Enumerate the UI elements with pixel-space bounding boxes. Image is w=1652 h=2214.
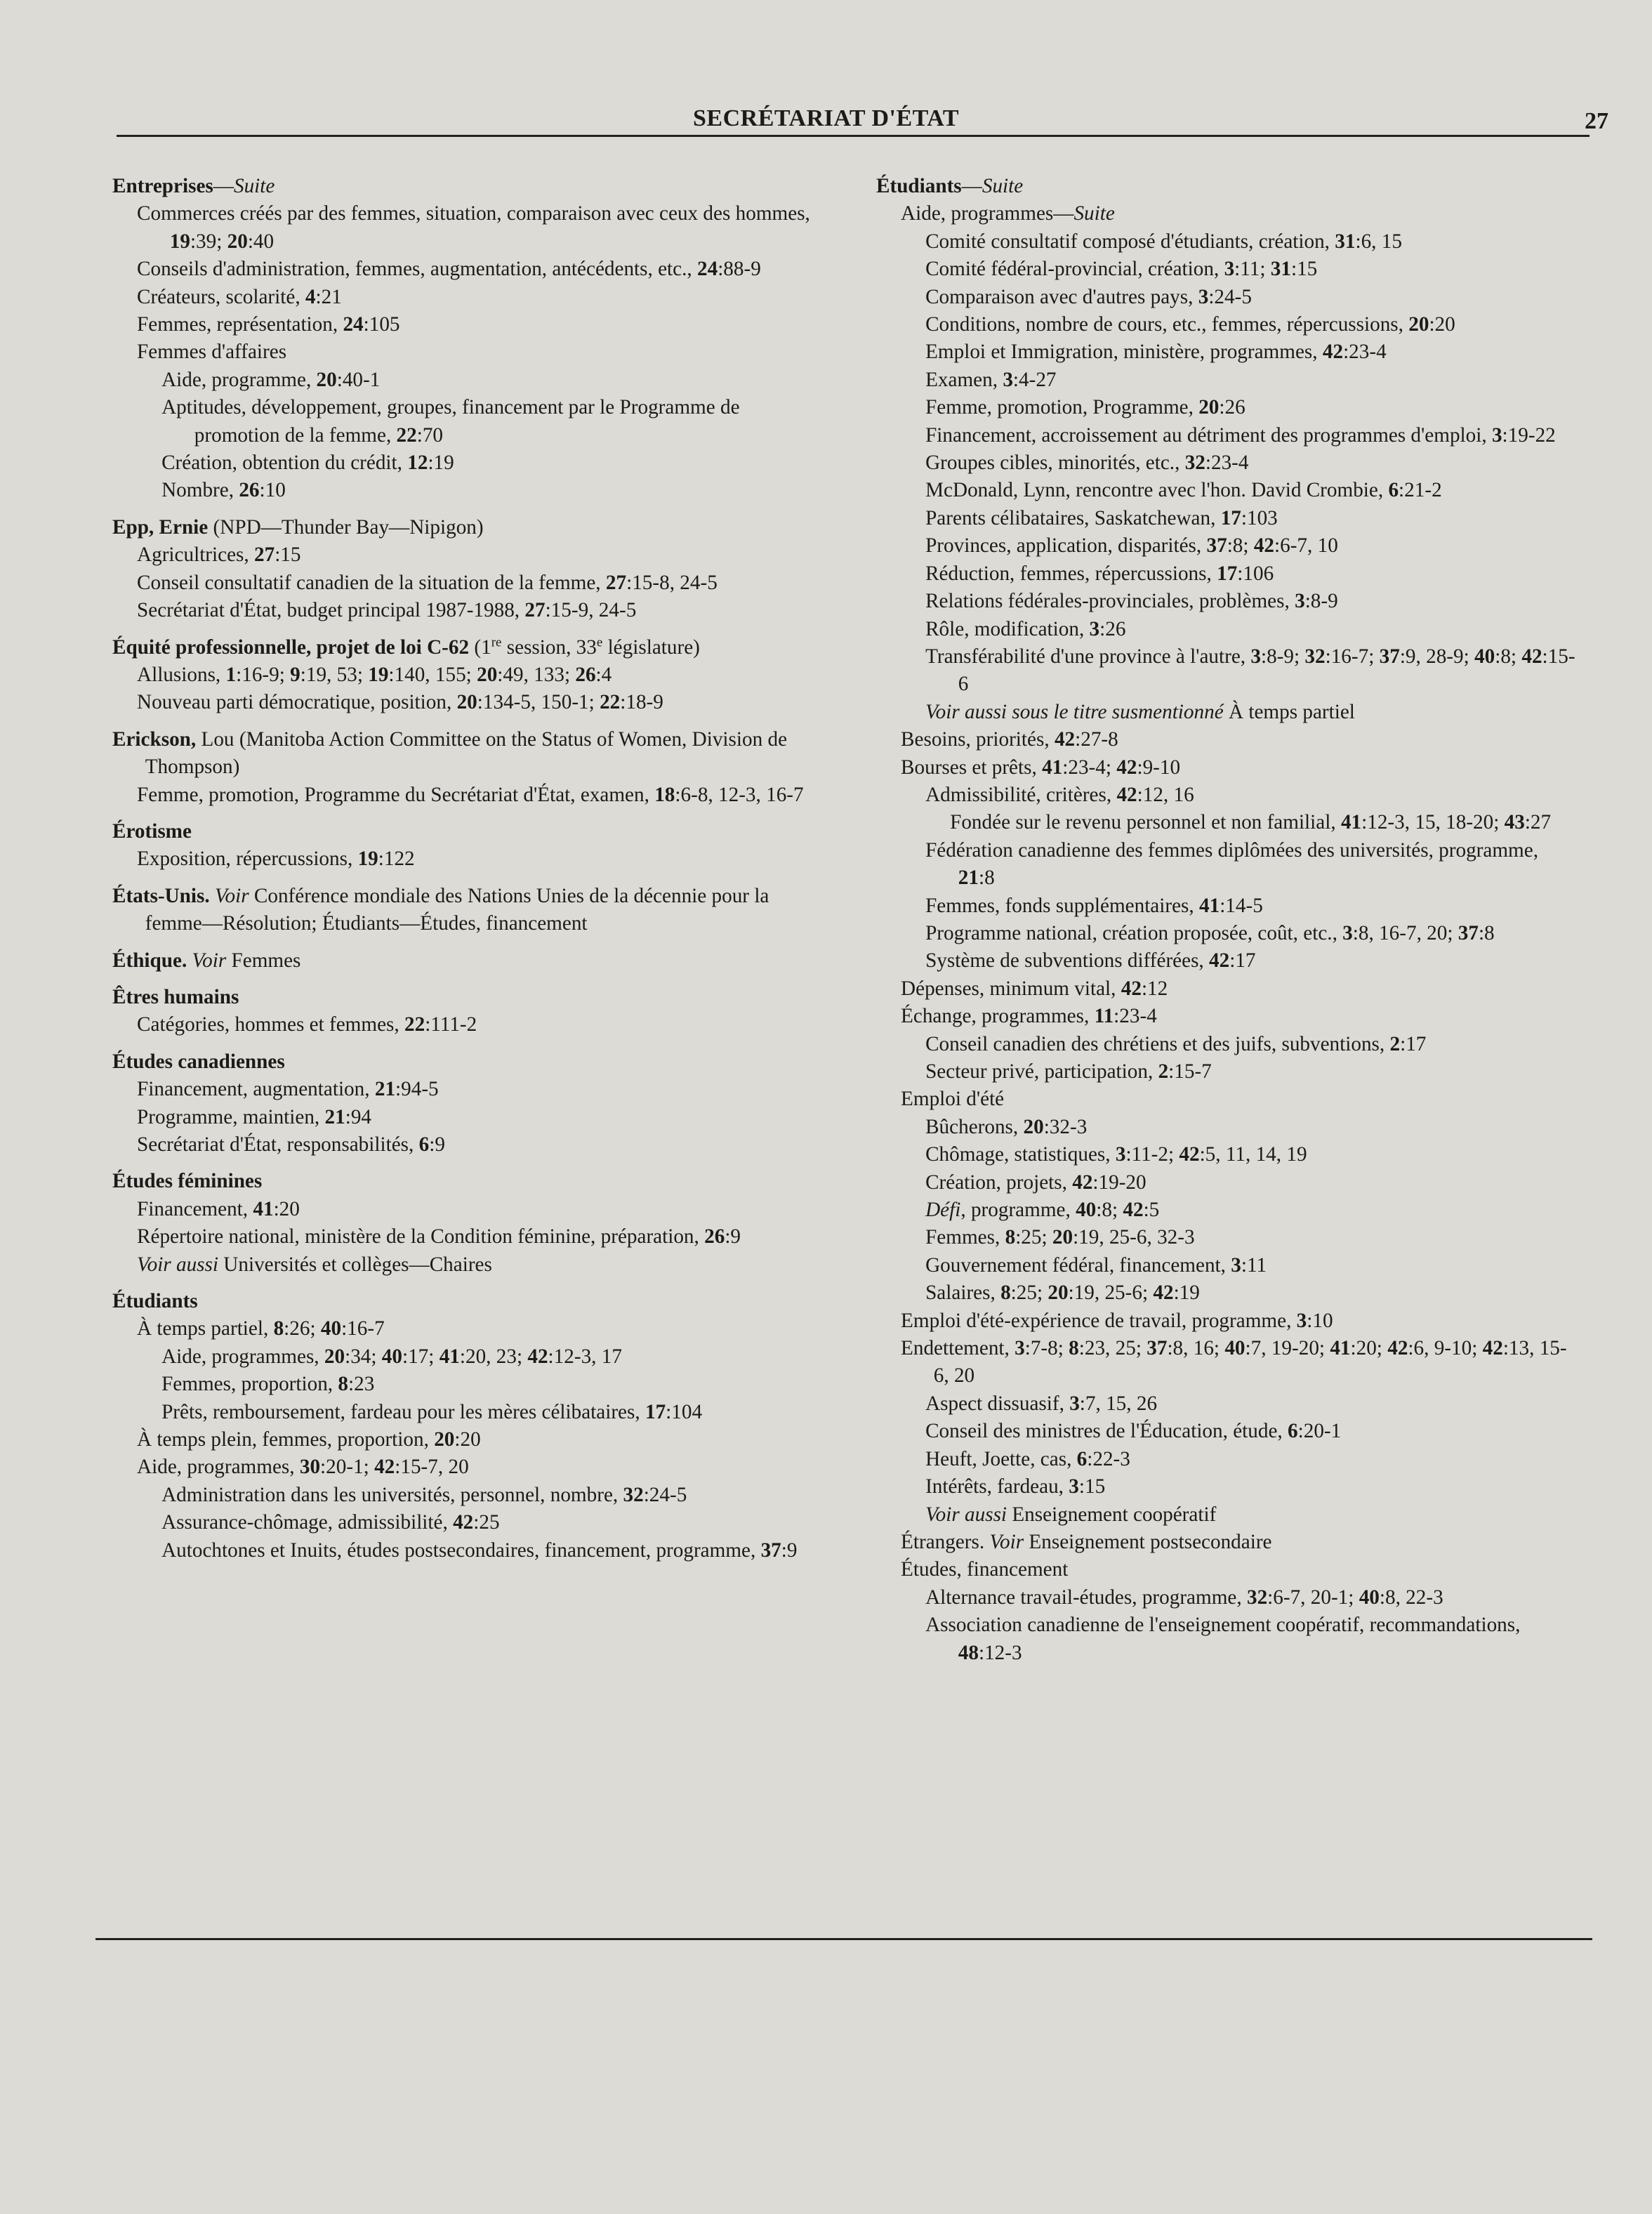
index-subentry: Relations fédérales-provinciales, problèmes, 3:8-9 xyxy=(925,590,1338,613)
index-subentry: Étrangers. Voir Enseignement postsecondaire xyxy=(901,1530,1272,1553)
index-subentry: Examen, 3:4-27 xyxy=(925,368,1057,391)
index-subentry: Association canadienne de l'enseignement coopératif, recommandations, 48:12-3 xyxy=(925,1614,1521,1664)
index-column-left xyxy=(112,173,814,1564)
index-subentry: Programme, maintien, 21:94 xyxy=(137,1105,372,1128)
index-subentry: Conseil des ministres de l'Éducation, étude, 6:20-1 xyxy=(925,1420,1342,1443)
index-subentry: Autochtones et Inuits, études postsecondaires, financement, programme, 37:9 xyxy=(161,1538,798,1562)
index-subentry: Aide, programmes—Suite xyxy=(901,202,1115,225)
index-subentry: Femmes, représentation, 24:105 xyxy=(137,313,400,336)
index-subentry: Bûcherons, 20:32-3 xyxy=(925,1115,1088,1138)
index-heading: Étudiants xyxy=(112,1290,198,1313)
index-subentry: Alternance travail-études, programme, 32:6-7, 20-1; 40:8, 22-3 xyxy=(925,1586,1443,1609)
index-subentry: Catégories, hommes et femmes, 22:111-2 xyxy=(137,1013,477,1036)
index-subentry: Comparaison avec d'autres pays, 3:24-5 xyxy=(925,285,1252,308)
index-subentry: Conseil consultatif canadien de la situation de la femme, 27:15-8, 24-5 xyxy=(137,571,718,594)
index-subentry: Aide, programmes, 20:34; 40:17; 41:20, 23; 42:12-3, 17 xyxy=(161,1345,622,1368)
index-subentry: Emploi d'été xyxy=(901,1088,1005,1111)
index-subentry: Comité fédéral-provincial, création, 3:11; 31:15 xyxy=(925,258,1318,281)
index-subentry: Nouveau parti démocratique, position, 20:134-5, 150-1; 22:18-9 xyxy=(137,691,663,714)
index-subentry: Femmes, proportion, 8:23 xyxy=(161,1373,375,1396)
index-subentry: Conditions, nombre de cours, etc., femmes, répercussions, 20:20 xyxy=(925,313,1455,336)
index-column-right xyxy=(876,173,1578,1667)
index-subentry: McDonald, Lynn, rencontre avec l'hon. David Crombie, 6:21-2 xyxy=(925,479,1442,502)
index-subentry: Salaires, 8:25; 20:19, 25-6; 42:19 xyxy=(925,1281,1200,1305)
index-subentry: Emploi d'été-expérience de travail, programme, 3:10 xyxy=(901,1309,1333,1332)
index-subentry: Groupes cibles, minorités, etc., 32:23-4 xyxy=(925,452,1249,475)
index-heading: Équité professionnelle, projet de loi C-62 (1re session, 33e législature) xyxy=(112,634,700,659)
index-subentry: Agricultrices, 27:15 xyxy=(137,543,301,567)
index-subentry: Dépenses, minimum vital, 42:12 xyxy=(901,977,1168,1000)
index-subentry: Femmes d'affaires xyxy=(137,341,287,364)
index-subentry: Femme, promotion, Programme du Secrétariat d'État, examen, 18:6-8, 12-3, 16-7 xyxy=(137,783,804,806)
index-subentry: Transférabilité d'une province à l'autre, 3:8-9; 32:16-7; 37:9, 28-9; 40:8; 42:15-6 xyxy=(925,645,1575,696)
index-subentry: Voir aussi Enseignement coopératif xyxy=(925,1503,1217,1526)
index-subentry: Assurance-chômage, admissibilité, 42:25 xyxy=(161,1511,500,1534)
index-subentry: Endettement, 3:7-8; 8:23, 25; 37:8, 16; 40:7, 19-20; 41:20; 42:6, 9-10; 42:13, 15-6, 20 xyxy=(901,1337,1567,1388)
index-subentry: Emploi et Immigration, ministère, programmes, 42:23-4 xyxy=(925,341,1387,364)
index-subentry: Comité consultatif composé d'étudiants, création, 31:6, 15 xyxy=(925,230,1402,253)
index-subentry: Gouvernement fédéral, financement, 3:11 xyxy=(925,1253,1267,1277)
index-subentry: Heuft, Joette, cas, 6:22-3 xyxy=(925,1447,1130,1470)
index-subentry: Provinces, application, disparités, 37:8; 42:6-7, 10 xyxy=(925,534,1338,558)
index-heading: Érotisme xyxy=(112,819,192,843)
header-rule xyxy=(117,135,1590,137)
index-subentry: Secrétariat d'État, budget principal 1987-1988, 27:15-9, 24-5 xyxy=(137,599,637,622)
index-heading: Erickson, Lou (Manitoba Action Committee on the Status of Women, Division de Thompson) xyxy=(112,727,788,779)
index-subentry: Échange, programmes, 11:23-4 xyxy=(901,1005,1157,1028)
index-subentry: Études, financement xyxy=(901,1558,1069,1581)
index-subentry: Financement, accroissement au détriment des programmes d'emploi, 3:19-22 xyxy=(925,423,1556,447)
index-heading: Études canadiennes xyxy=(112,1050,285,1073)
index-subentry: Besoins, priorités, 42:27-8 xyxy=(901,728,1118,751)
index-subentry: Aptitudes, développement, groupes, financement par le Programme de promotion de la femme, 22:70 xyxy=(161,396,740,447)
index-subentry: Allusions, 1:16-9; 9:19, 53; 19:140, 155; 20:49, 133; 26:4 xyxy=(137,663,612,686)
index-subentry: Programme national, création proposée, coût, etc., 3:8, 16-7, 20; 37:8 xyxy=(925,921,1495,944)
index-subentry: Chômage, statistiques, 3:11-2; 42:5, 11, 14, 19 xyxy=(925,1143,1307,1166)
index-subentry: Création, projets, 42:19-20 xyxy=(925,1171,1147,1194)
index-heading: Étudiants—Suite xyxy=(876,175,1024,197)
index-subentry: Financement, 41:20 xyxy=(137,1197,300,1220)
index-heading: Epp, Ernie (NPD—Thunder Bay—Nipigon) xyxy=(112,515,484,539)
index-subentry: Conseil canadien des chrétiens et des juifs, subventions, 2:17 xyxy=(925,1032,1427,1055)
index-subentry: Aide, programme, 20:40-1 xyxy=(161,368,381,391)
index-subentry: Exposition, répercussions, 19:122 xyxy=(137,848,415,871)
index-subentry: Système de subventions différées, 42:17 xyxy=(925,949,1256,973)
index-subentry: Secteur privé, participation, 2:15-7 xyxy=(925,1060,1212,1083)
index-subentry: Financement, augmentation, 21:94-5 xyxy=(137,1078,439,1101)
index-subentry: Aspect dissuasif, 3:7, 15, 26 xyxy=(925,1392,1158,1415)
index-subentry: Répertoire national, ministère de la Condition féminine, préparation, 26:9 xyxy=(137,1225,741,1248)
index-subentry: Fédération canadienne des femmes diplômées des universités, programme, 21:8 xyxy=(925,838,1538,890)
index-heading: Êtres humains xyxy=(112,985,239,1008)
index-subentry: À temps plein, femmes, proportion, 20:20 xyxy=(137,1428,481,1451)
index-subentry: Créateurs, scolarité, 4:21 xyxy=(137,285,342,308)
index-subentry: Administration dans les universités, personnel, nombre, 32:24-5 xyxy=(161,1483,687,1506)
index-subentry: À temps partiel, 8:26; 40:16-7 xyxy=(137,1317,385,1340)
index-subentry: Bourses et prêts, 41:23-4; 42:9-10 xyxy=(901,756,1181,779)
running-head: SECRÉTARIAT D'ÉTAT xyxy=(693,105,959,131)
index-subentry: Intérêts, fardeau, 3:15 xyxy=(925,1475,1106,1498)
index-subentry: Nombre, 26:10 xyxy=(161,479,286,502)
index-heading: Études féminines xyxy=(112,1170,263,1193)
index-heading: Entreprises—Suite xyxy=(112,175,275,197)
index-subentry: Réduction, femmes, répercussions, 17:106 xyxy=(925,562,1274,585)
index-subentry: Prêts, remboursement, fardeau pour les mères célibataires, 17:104 xyxy=(161,1400,703,1423)
footer-rule xyxy=(95,1938,1592,1940)
page-number: 27 xyxy=(1585,108,1608,134)
index-subentry: Aide, programmes, 30:20-1; 42:15-7, 20 xyxy=(137,1456,469,1479)
index-subentry: Voir aussi sous le titre susmentionné À temps partiel xyxy=(925,700,1355,723)
index-subentry: Conseils d'administration, femmes, augmentation, antécédents, etc., 24:88-9 xyxy=(137,258,761,281)
index-heading: Éthique. Voir Femmes xyxy=(112,949,301,972)
index-subentry: Admissibilité, critères, 42:12, 16 xyxy=(925,783,1194,806)
index-subentry: Parents célibataires, Saskatchewan, 17:103 xyxy=(925,506,1278,529)
index-subentry: Rôle, modification, 3:26 xyxy=(925,617,1126,640)
index-subentry: Fondée sur le revenu personnel et non familial, 41:12-3, 15, 18-20; 43:27 xyxy=(950,811,1552,834)
index-subentry: Femme, promotion, Programme, 20:26 xyxy=(925,396,1245,419)
index-subentry: Femmes, 8:25; 20:19, 25-6, 32-3 xyxy=(925,1226,1195,1249)
index-heading: États-Unis. Voir Conférence mondiale des Nations Unies de la décennie pour la femme—Résolution; Étudiants—Études, financement xyxy=(112,884,769,935)
index-subentry: Création, obtention du crédit, 12:19 xyxy=(161,452,454,475)
index-subentry: Voir aussi Universités et collèges—Chaires xyxy=(137,1253,492,1276)
index-subentry: Secrétariat d'État, responsabilités, 6:9 xyxy=(137,1133,445,1156)
index-subentry: Commerces créés par des femmes, situation, comparaison avec ceux des hommes, 19:39; 20:40 xyxy=(137,202,810,253)
index-subentry: Femmes, fonds supplémentaires, 41:14-5 xyxy=(925,894,1263,917)
index-subentry: Défi, programme, 40:8; 42:5 xyxy=(925,1199,1160,1222)
